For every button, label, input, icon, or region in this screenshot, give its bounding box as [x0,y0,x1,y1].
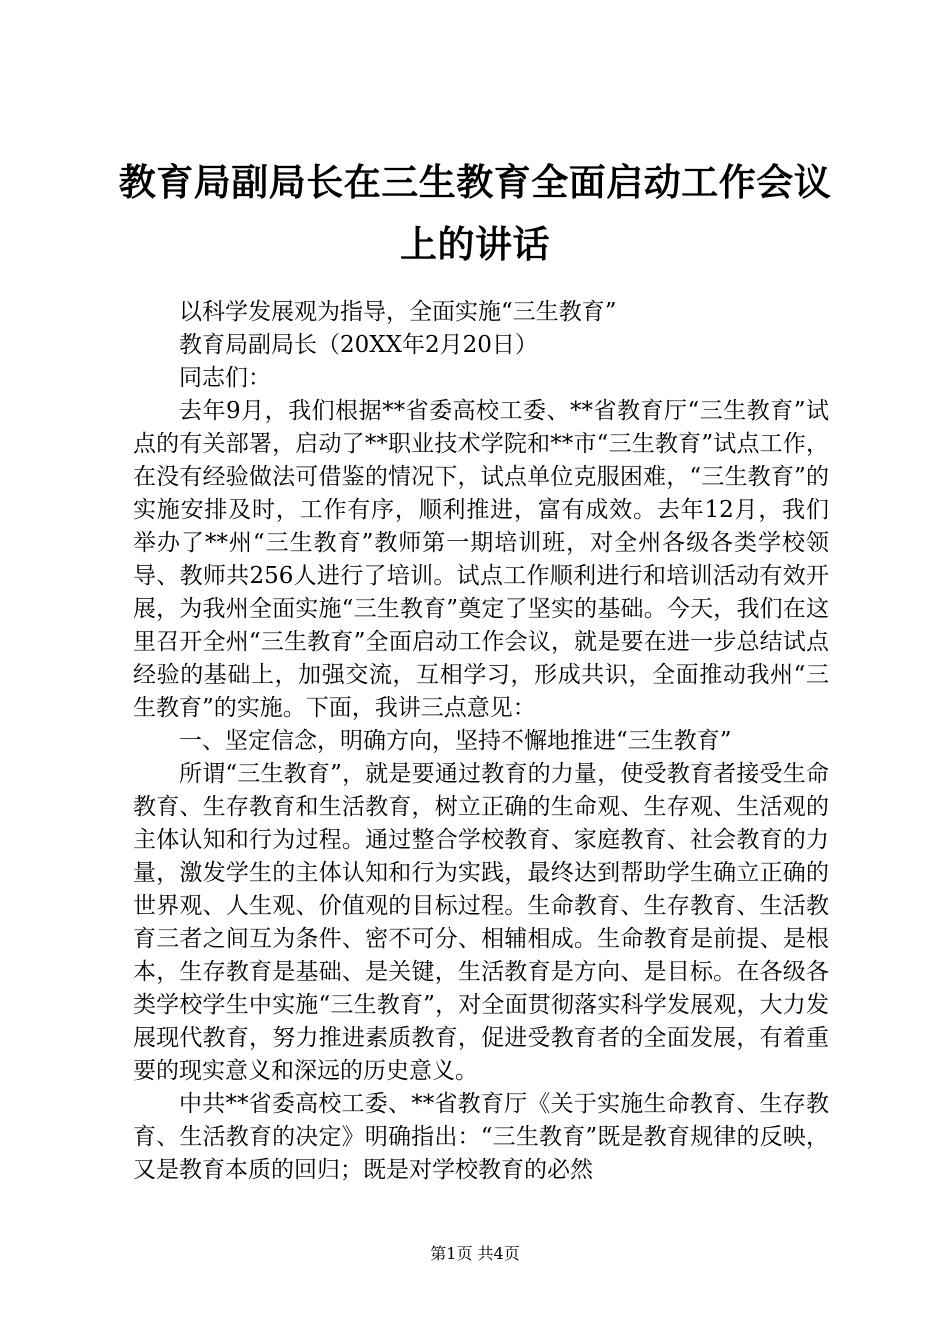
body-paragraph: 所谓“三生教育”，就是要通过教育的力量，使受教育者接受生命教育、生存教育和生活教育，树立正确的生命观、生存观、生活观的主体认知和行为过程。通过整合学校教育、家庭教育、社会教育的力量，激发学生的主体认知和行为实践，最终达到帮助学生确立正确的世界观、人生观、价值观的目标过程。生命教育、生存教育、生活教育三者之间互为条件、密不可分、相辅相成。生命教育是前提、是根本，生存教育是基础、是关键，生活教育是方向、是目标。在各级各类学校学生中实施“三生教育”，对全面贯彻落实科学发展观，大力发展现代教育，努力推进素质教育，促进受教育者的全面发展，有着重要的现实意义和深远的历史意义。 [133,761,829,1084]
salutation: 同志们： [179,365,271,391]
document-body [133,296,829,1187]
section-heading: 一、坚定信念，明确方向，坚持不懈地推进“三生教育” [179,728,732,754]
speaker-line: 教育局副局长（20XX年2月20日） [179,332,538,358]
body-paragraph: 中共**省委高校工委、**省教育厅《关于实施生命教育、生存教育、生活教育的决定》明确指出：“三生教育”既是教育规律的反映，又是教育本质的回归；既是对学校教育的必然 [133,1091,829,1183]
page-number: 第1页 共4页 [430,1244,520,1263]
body-paragraph: 去年9月，我们根据**省委高校工委、**省教育厅“三生教育”试点的有关部署，启动了**职业技术学院和**市“三生教育”试点工作，在没有经验做法可借鉴的情况下，试点单位克服困难，“三生教育”的实施安排及时，工作有序，顺利推进，富有成效。去年12月，我们举办了**州“三生教育”教师第一期培训班，对全州各级各类学校领导、教师共256人进行了培训。试点工作顺利进行和培训活动有效开展，为我州全面实施“三生教育”奠定了坚实的基础。今天，我们在这里召开全州“三生教育”全面启动工作会议，就是要在进一步总结试点经验的基础上，加强交流，互相学习，形成共识，全面推动我州“三生教育”的实施。下面，我讲三点意见： [133,398,829,721]
subtitle-line: 以科学发展观为指导，全面实施“三生教育” [179,299,617,325]
document-title: 教育局副局长在三生教育全面启动工作会议上的讲话 [118,161,832,266]
